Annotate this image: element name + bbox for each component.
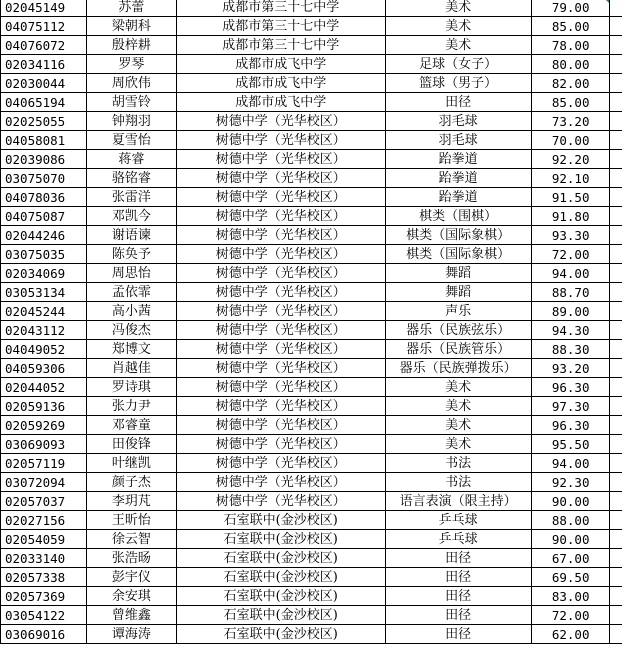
cell-name[interactable]: 高小茜 xyxy=(86,302,176,321)
table-row[interactable] xyxy=(1,625,622,644)
empty-cell[interactable] xyxy=(610,511,622,530)
cell-id[interactable]: 02033140 xyxy=(1,549,87,568)
table-row[interactable] xyxy=(1,0,622,17)
table-row[interactable] xyxy=(1,454,622,473)
cell-id[interactable]: 03053134 xyxy=(1,283,87,302)
cell-name[interactable]: 胡雪铃 xyxy=(86,93,176,112)
table-row[interactable] xyxy=(1,55,622,74)
empty-cell[interactable] xyxy=(610,188,622,207)
cell-score[interactable]: 72.00 xyxy=(531,606,610,625)
cell-school[interactable]: 树德中学（光华校区） xyxy=(176,302,385,321)
cell-event[interactable]: 书法 xyxy=(385,454,531,473)
cell-id[interactable]: 02045244 xyxy=(1,302,87,321)
empty-cell[interactable] xyxy=(610,454,622,473)
cell-name[interactable]: 夏雪怡 xyxy=(86,131,176,150)
cell-school[interactable]: 树德中学（光华校区） xyxy=(176,264,385,283)
table-row[interactable] xyxy=(1,492,622,511)
cell-name[interactable]: 罗琴 xyxy=(86,55,176,74)
cell-event[interactable]: 跆拳道 xyxy=(385,150,531,169)
cell-school[interactable]: 树德中学（光华校区） xyxy=(176,112,385,131)
empty-cell[interactable] xyxy=(610,36,622,55)
cell-id[interactable]: 02057369 xyxy=(1,587,87,606)
cell-school[interactable]: 成都市第三十七中学 xyxy=(176,36,385,55)
cell-name[interactable]: 苏蕾 xyxy=(86,0,176,17)
cell-school[interactable]: 树德中学（光华校区） xyxy=(176,435,385,454)
cell-id[interactable]: 04076072 xyxy=(1,36,87,55)
cell-id[interactable]: 02044246 xyxy=(1,226,87,245)
cell-id[interactable]: 02059136 xyxy=(1,397,87,416)
table-row[interactable] xyxy=(1,530,622,549)
cell-score[interactable]: 88.30 xyxy=(531,340,610,359)
cell-id[interactable]: 04059306 xyxy=(1,359,87,378)
empty-cell[interactable] xyxy=(610,416,622,435)
table-row[interactable] xyxy=(1,587,622,606)
cell-name[interactable]: 梁朝科 xyxy=(86,17,176,36)
table-row[interactable] xyxy=(1,283,622,302)
cell-event[interactable]: 器乐（民族管乐） xyxy=(385,340,531,359)
cell-score[interactable]: 94.00 xyxy=(531,264,610,283)
cell-school[interactable]: 石室联中(金沙校区) xyxy=(176,511,385,530)
cell-name[interactable]: 周欣伟 xyxy=(86,74,176,93)
cell-school[interactable]: 成都市第三十七中学 xyxy=(176,0,385,17)
cell-school[interactable]: 成都市成飞中学 xyxy=(176,74,385,93)
table-row[interactable] xyxy=(1,397,622,416)
table-row[interactable] xyxy=(1,112,622,131)
cell-event[interactable]: 乒乓球 xyxy=(385,511,531,530)
cell-school[interactable]: 树德中学（光华校区） xyxy=(176,169,385,188)
cell-name[interactable]: 谢语谏 xyxy=(86,226,176,245)
empty-cell[interactable] xyxy=(610,55,622,74)
empty-cell[interactable] xyxy=(610,473,622,492)
cell-name[interactable]: 张力尹 xyxy=(86,397,176,416)
cell-id[interactable]: 02034116 xyxy=(1,55,87,74)
cell-school[interactable]: 成都市成飞中学 xyxy=(176,93,385,112)
table-row[interactable] xyxy=(1,549,622,568)
cell-score[interactable]: 96.30 xyxy=(531,378,610,397)
cell-id[interactable]: 02057119 xyxy=(1,454,87,473)
cell-school[interactable]: 树德中学（光华校区） xyxy=(176,397,385,416)
cell-event[interactable]: 羽毛球 xyxy=(385,131,531,150)
cell-score[interactable]: 92.10 xyxy=(531,169,610,188)
cell-event[interactable]: 舞蹈 xyxy=(385,264,531,283)
table-row[interactable] xyxy=(1,435,622,454)
cell-name[interactable]: 邓凯今 xyxy=(86,207,176,226)
empty-cell[interactable] xyxy=(610,435,622,454)
table-row[interactable] xyxy=(1,321,622,340)
cell-school[interactable]: 树德中学（光华校区） xyxy=(176,378,385,397)
cell-event[interactable]: 棋类（围棋） xyxy=(385,207,531,226)
cell-event[interactable]: 乒乓球 xyxy=(385,530,531,549)
cell-id[interactable]: 02030044 xyxy=(1,74,87,93)
table-row[interactable] xyxy=(1,416,622,435)
cell-name[interactable]: 张雷洋 xyxy=(86,188,176,207)
cell-school[interactable]: 树德中学（光华校区） xyxy=(176,226,385,245)
cell-event[interactable]: 田径 xyxy=(385,625,531,644)
cell-name[interactable]: 殷梓耕 xyxy=(86,36,176,55)
cell-name[interactable]: 孟依霏 xyxy=(86,283,176,302)
cell-score[interactable]: 88.70 xyxy=(531,283,610,302)
cell-event[interactable]: 美术 xyxy=(385,416,531,435)
cell-school[interactable]: 树德中学（光华校区） xyxy=(176,283,385,302)
empty-cell[interactable] xyxy=(610,264,622,283)
cell-id[interactable]: 02057037 xyxy=(1,492,87,511)
cell-score[interactable]: 91.80 xyxy=(531,207,610,226)
cell-event[interactable]: 书法 xyxy=(385,473,531,492)
cell-name[interactable]: 谭海涛 xyxy=(86,625,176,644)
cell-school[interactable]: 树德中学（光华校区） xyxy=(176,492,385,511)
table-row[interactable] xyxy=(1,245,622,264)
cell-name[interactable]: 肖越佳 xyxy=(86,359,176,378)
cell-score[interactable]: 96.30 xyxy=(531,416,610,435)
cell-id[interactable]: 03075035 xyxy=(1,245,87,264)
cell-event[interactable]: 美术 xyxy=(385,435,531,454)
cell-score[interactable]: 92.30 xyxy=(531,473,610,492)
cell-name[interactable]: 彭宇仪 xyxy=(86,568,176,587)
cell-school[interactable]: 树德中学（光华校区） xyxy=(176,321,385,340)
cell-name[interactable]: 曾维鑫 xyxy=(86,606,176,625)
cell-event[interactable]: 器乐（民族弹拨乐） xyxy=(385,359,531,378)
empty-cell[interactable] xyxy=(610,131,622,150)
cell-name[interactable]: 余安琪 xyxy=(86,587,176,606)
cell-id[interactable]: 02059269 xyxy=(1,416,87,435)
cell-school[interactable]: 石室联中(金沙校区) xyxy=(176,530,385,549)
cell-id[interactable]: 03054122 xyxy=(1,606,87,625)
table-row[interactable] xyxy=(1,264,622,283)
cell-school[interactable]: 树德中学（光华校区） xyxy=(176,416,385,435)
table-row[interactable] xyxy=(1,340,622,359)
cell-id[interactable]: 04075087 xyxy=(1,207,87,226)
table-row[interactable] xyxy=(1,131,622,150)
empty-cell[interactable] xyxy=(610,321,622,340)
empty-cell[interactable] xyxy=(610,150,622,169)
cell-name[interactable]: 骆铭睿 xyxy=(86,169,176,188)
cell-school[interactable]: 成都市第三十七中学 xyxy=(176,17,385,36)
empty-cell[interactable] xyxy=(610,226,622,245)
cell-score[interactable]: 73.20 xyxy=(531,112,610,131)
table-row[interactable] xyxy=(1,169,622,188)
table-row[interactable] xyxy=(1,36,622,55)
cell-note-indicator xyxy=(604,0,609,3)
cell-id[interactable]: 02027156 xyxy=(1,511,87,530)
empty-cell[interactable] xyxy=(610,492,622,511)
empty-cell[interactable] xyxy=(610,359,622,378)
empty-cell[interactable] xyxy=(610,587,622,606)
empty-cell[interactable] xyxy=(610,17,622,36)
cell-name[interactable]: 邓睿童 xyxy=(86,416,176,435)
cell-event[interactable]: 声乐 xyxy=(385,302,531,321)
cell-event[interactable]: 田径 xyxy=(385,568,531,587)
cell-school[interactable]: 石室联中(金沙校区) xyxy=(176,606,385,625)
cell-id[interactable]: 02054059 xyxy=(1,530,87,549)
cell-score[interactable]: 85.00 xyxy=(531,93,610,112)
cell-event[interactable]: 田径 xyxy=(385,587,531,606)
cell-id[interactable]: 02034069 xyxy=(1,264,87,283)
cell-score[interactable]: 70.00 xyxy=(531,131,610,150)
cell-event[interactable]: 篮球（男子） xyxy=(385,74,531,93)
cell-event[interactable]: 器乐（民族弦乐） xyxy=(385,321,531,340)
cell-score[interactable]: 79.00 xyxy=(531,0,610,17)
table-row[interactable] xyxy=(1,74,622,93)
empty-cell[interactable] xyxy=(610,606,622,625)
empty-cell[interactable] xyxy=(610,0,622,17)
cell-school[interactable]: 成都市成飞中学 xyxy=(176,55,385,74)
cell-score[interactable]: 97.30 xyxy=(531,397,610,416)
cell-score[interactable]: 69.50 xyxy=(531,568,610,587)
cell-school[interactable]: 树德中学（光华校区） xyxy=(176,131,385,150)
cell-event[interactable]: 跆拳道 xyxy=(385,169,531,188)
cell-score[interactable]: 62.00 xyxy=(531,625,610,644)
cell-id[interactable]: 02043112 xyxy=(1,321,87,340)
cell-name[interactable]: 蒋睿 xyxy=(86,150,176,169)
cell-school[interactable]: 树德中学（光华校区） xyxy=(176,359,385,378)
cell-score[interactable]: 82.00 xyxy=(531,74,610,93)
cell-school[interactable]: 树德中学（光华校区） xyxy=(176,207,385,226)
cell-id[interactable]: 02025055 xyxy=(1,112,87,131)
table-row[interactable] xyxy=(1,511,622,530)
cell-event[interactable]: 田径 xyxy=(385,549,531,568)
cell-school[interactable]: 树德中学（光华校区） xyxy=(176,245,385,264)
table-row[interactable] xyxy=(1,226,622,245)
cell-event[interactable]: 棋类（国际象棋） xyxy=(385,245,531,264)
cell-score[interactable]: 67.00 xyxy=(531,549,610,568)
cell-name[interactable]: 张浩旸 xyxy=(86,549,176,568)
cell-score[interactable]: 91.50 xyxy=(531,188,610,207)
cell-event[interactable]: 田径 xyxy=(385,93,531,112)
cell-score[interactable]: 88.00 xyxy=(531,511,610,530)
cell-event[interactable]: 美术 xyxy=(385,17,531,36)
table-row[interactable] xyxy=(1,93,622,112)
cell-score[interactable]: 89.00 xyxy=(531,302,610,321)
cell-event[interactable]: 美术 xyxy=(385,36,531,55)
cell-name[interactable]: 周思怡 xyxy=(86,264,176,283)
empty-cell[interactable] xyxy=(610,302,622,321)
empty-cell[interactable] xyxy=(610,283,622,302)
cell-school[interactable]: 树德中学（光华校区） xyxy=(176,454,385,473)
cell-id[interactable]: 02039086 xyxy=(1,150,87,169)
cell-event[interactable]: 田径 xyxy=(385,606,531,625)
cell-name[interactable]: 陈奂予 xyxy=(86,245,176,264)
cell-score[interactable]: 93.20 xyxy=(531,359,610,378)
cell-event[interactable]: 跆拳道 xyxy=(385,188,531,207)
cell-score[interactable]: 94.00 xyxy=(531,454,610,473)
cell-school[interactable]: 树德中学（光华校区） xyxy=(176,188,385,207)
cell-event[interactable]: 美术 xyxy=(385,0,531,17)
cell-name[interactable]: 罗诗琪 xyxy=(86,378,176,397)
cell-score[interactable]: 94.30 xyxy=(531,321,610,340)
cell-id[interactable]: 03075070 xyxy=(1,169,87,188)
cell-event[interactable]: 羽毛球 xyxy=(385,112,531,131)
empty-cell[interactable] xyxy=(610,340,622,359)
cell-event[interactable]: 语言表演（限主持） xyxy=(385,492,531,511)
empty-cell[interactable] xyxy=(610,530,622,549)
cell-name[interactable]: 颜子杰 xyxy=(86,473,176,492)
cell-score[interactable]: 72.00 xyxy=(531,245,610,264)
cell-name[interactable]: 冯俊杰 xyxy=(86,321,176,340)
cell-id[interactable]: 04075112 xyxy=(1,17,87,36)
cell-event[interactable]: 足球（女子） xyxy=(385,55,531,74)
cell-id[interactable]: 02057338 xyxy=(1,568,87,587)
table-row[interactable] xyxy=(1,150,622,169)
cell-school[interactable]: 石室联中(金沙校区) xyxy=(176,568,385,587)
cell-school[interactable]: 树德中学（光华校区） xyxy=(176,150,385,169)
cell-id[interactable]: 03069016 xyxy=(1,625,87,644)
table-row[interactable] xyxy=(1,378,622,397)
cell-score[interactable]: 85.00 xyxy=(531,17,610,36)
cell-event[interactable]: 棋类（国际象棋） xyxy=(385,226,531,245)
cell-score[interactable]: 78.00 xyxy=(531,36,610,55)
table-row[interactable] xyxy=(1,359,622,378)
cell-name[interactable]: 郑博文 xyxy=(86,340,176,359)
table-body xyxy=(1,0,622,644)
cell-score[interactable]: 93.30 xyxy=(531,226,610,245)
table-row[interactable] xyxy=(1,568,622,587)
cell-score[interactable]: 83.00 xyxy=(531,587,610,606)
empty-cell[interactable] xyxy=(610,169,622,188)
cell-id[interactable]: 03072094 xyxy=(1,473,87,492)
empty-cell[interactable] xyxy=(610,397,622,416)
cell-name[interactable]: 田俊锋 xyxy=(86,435,176,454)
cell-id[interactable]: 04058081 xyxy=(1,131,87,150)
cell-id[interactable]: 04049052 xyxy=(1,340,87,359)
empty-cell[interactable] xyxy=(610,93,622,112)
cell-name[interactable]: 王昕怡 xyxy=(86,511,176,530)
cell-name[interactable]: 钟翔羽 xyxy=(86,112,176,131)
cell-score[interactable]: 92.20 xyxy=(531,150,610,169)
table-row[interactable] xyxy=(1,17,622,36)
cell-id[interactable]: 02044052 xyxy=(1,378,87,397)
cell-id[interactable]: 02045149 xyxy=(1,0,87,17)
cell-name[interactable]: 徐云智 xyxy=(86,530,176,549)
table-row[interactable] xyxy=(1,302,622,321)
cell-event[interactable]: 美术 xyxy=(385,397,531,416)
cell-school[interactable]: 树德中学（光华校区） xyxy=(176,473,385,492)
cell-event[interactable]: 舞蹈 xyxy=(385,283,531,302)
cell-name[interactable]: 李玥芃 xyxy=(86,492,176,511)
cell-score[interactable]: 80.00 xyxy=(531,55,610,74)
table-row[interactable] xyxy=(1,473,622,492)
cell-id[interactable]: 04065194 xyxy=(1,93,87,112)
cell-name[interactable]: 叶继凯 xyxy=(86,454,176,473)
cell-event[interactable]: 美术 xyxy=(385,378,531,397)
empty-cell[interactable] xyxy=(610,549,622,568)
cell-id[interactable]: 04078036 xyxy=(1,188,87,207)
cell-school[interactable]: 石室联中(金沙校区) xyxy=(176,549,385,568)
cell-score[interactable]: 90.00 xyxy=(531,530,610,549)
cell-score[interactable]: 95.50 xyxy=(531,435,610,454)
cell-school[interactable]: 石室联中(金沙校区) xyxy=(176,587,385,606)
cell-school[interactable]: 石室联中(金沙校区) xyxy=(176,625,385,644)
empty-cell[interactable] xyxy=(610,207,622,226)
table-row[interactable] xyxy=(1,188,622,207)
empty-cell[interactable] xyxy=(610,245,622,264)
empty-cell[interactable] xyxy=(610,378,622,397)
cell-school[interactable]: 树德中学（光华校区） xyxy=(176,340,385,359)
cell-id[interactable]: 03069093 xyxy=(1,435,87,454)
empty-cell[interactable] xyxy=(610,568,622,587)
empty-cell[interactable] xyxy=(610,112,622,131)
empty-cell[interactable] xyxy=(610,74,622,93)
cell-score[interactable]: 90.00 xyxy=(531,492,610,511)
table-row[interactable] xyxy=(1,606,622,625)
empty-cell[interactable] xyxy=(610,625,622,644)
table-row[interactable] xyxy=(1,207,622,226)
